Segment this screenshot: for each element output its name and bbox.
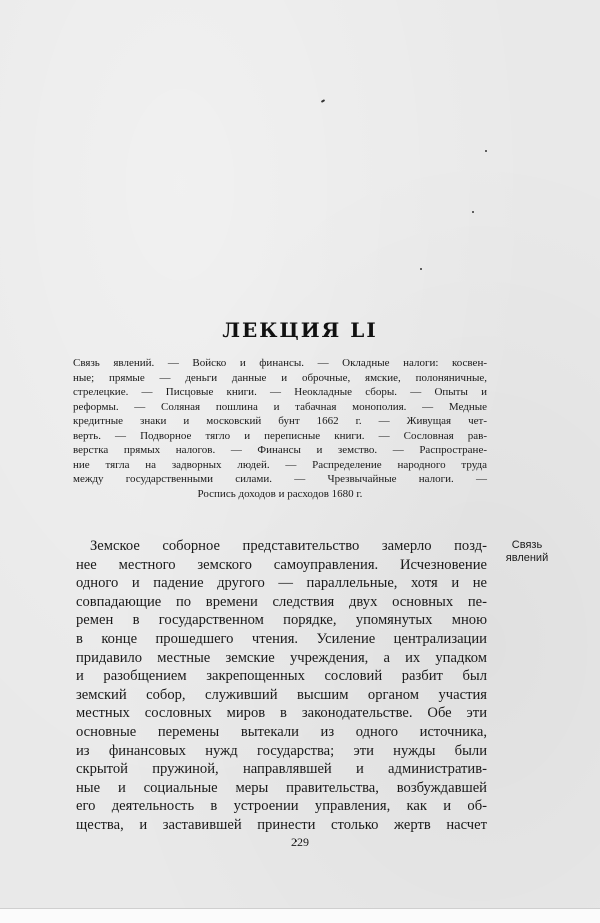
body-line: основные перемены вытекали из одного источника,	[76, 723, 487, 740]
body-line: одного и падение другого — параллельные, хотя и не	[76, 575, 487, 592]
body-line: ремен в государственном порядке, упомянутых мною	[76, 612, 487, 629]
lecture-title: ЛЕКЦИЯ LI	[222, 318, 378, 342]
body-line: щества, и заставившей принести столько жертв насчет	[76, 816, 487, 833]
viewer-bottom-strip	[0, 908, 600, 923]
summary-line: Роспись доходов и расходов 1680 г.	[197, 487, 363, 500]
dust-speck	[420, 268, 422, 270]
margin-note-line: явлений	[505, 552, 549, 564]
body-line: ные и социальные меры правительства, возбуждавшей	[76, 779, 487, 796]
body-line: нее местного земского самоуправления. Исчезновение	[76, 556, 487, 573]
summary-line: стрелецкие. — Писцовые книги. — Неокладные сборы. — Опыты и	[73, 386, 487, 398]
page-number: 229	[291, 835, 309, 849]
body-line: местных сословных миров в законодательстве. Обе эти	[76, 705, 487, 722]
summary-line: кредитные знаки и московский бунт 1662 г. — Живущая чет-	[73, 415, 487, 427]
summary-line: верть. — Подворное тягло и переписные книги. — Сословная рав-	[73, 429, 487, 442]
summary-line: Связь явлений. — Войско и финансы. — Окладные налоги: косвен-	[73, 357, 487, 369]
body-line: земский собор, служивший высшим органом участия	[76, 686, 487, 703]
lecture-summary	[73, 356, 487, 501]
margin-note-line: Связь	[511, 539, 543, 551]
body-line: совпадающие по времени следствия двух основных пе-	[76, 593, 487, 610]
body-line: в конце прошедшего чтения. Усиление централизации	[76, 630, 487, 647]
summary-line: ные; прямые — деньги данные и оброчные, ямские, полоняничные,	[73, 371, 487, 384]
summary-line: реформы. — Соляная пошлина и табачная монополия. — Медные	[73, 400, 487, 413]
margin-note	[496, 539, 558, 565]
summary-line: между государственными силами. — Чрезвычайные налоги. —	[73, 473, 487, 485]
body-line: из финансовых нужд государства; эти нужды были	[76, 742, 487, 759]
body-line: его деятельность в устроении управления, как и об-	[76, 798, 487, 815]
summary-line: верстка прямых налогов. — Финансы и земство. — Распростране-	[73, 444, 487, 456]
body-line: скрытой пружиной, направлявшей и административ-	[76, 761, 487, 778]
body-line: Земское соборное представительство замерло позд-	[90, 538, 487, 554]
dust-speck	[472, 211, 474, 213]
dust-speck	[485, 150, 487, 152]
body-line: и разобщением закрепощенных сословий разбит был	[76, 668, 487, 685]
body-line: придавило местные земские учреждения, а их упадком	[76, 649, 487, 666]
dust-speck	[321, 99, 325, 103]
body-paragraph	[76, 537, 487, 835]
summary-line: ние тягла на задворных людей. — Распределение народного труда	[73, 458, 487, 471]
